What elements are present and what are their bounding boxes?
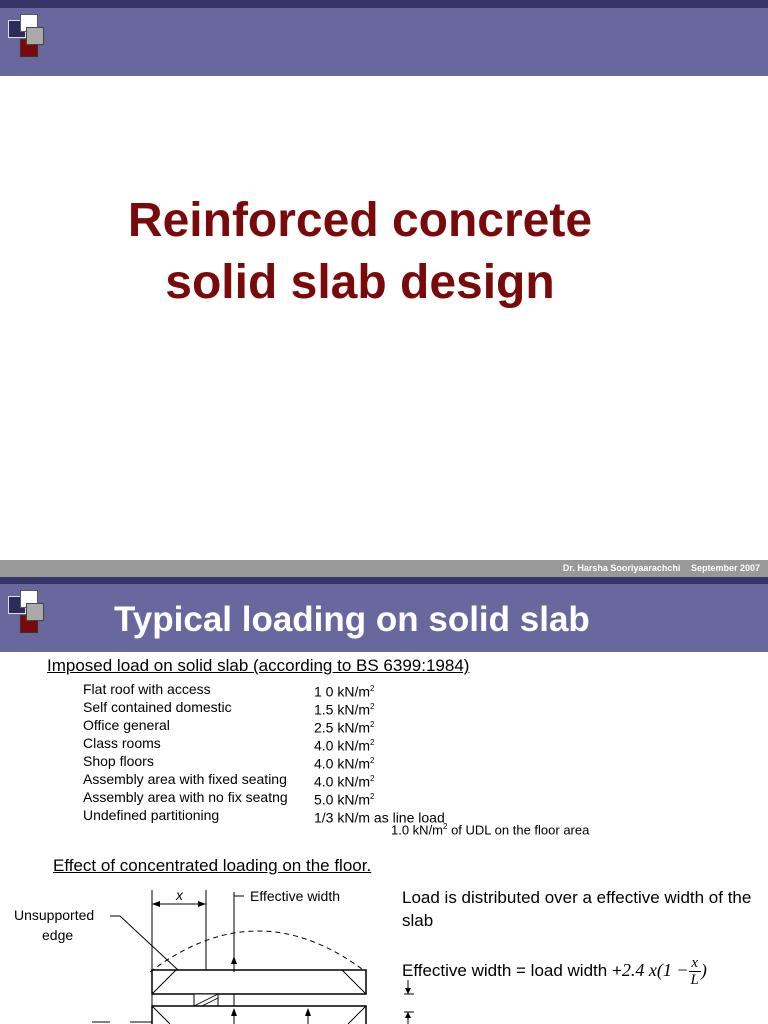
load-label: Class rooms	[83, 735, 161, 751]
slide1-title-line1: Reinforced concrete	[127, 194, 593, 247]
load-label: Undefined partitioning	[83, 807, 220, 823]
formula-fraction: $\frac{x}{L}$	[690, 955, 699, 988]
load-value: 2.5 $kN/m^2$	[314, 719, 375, 736]
load-value: 1.5 $kN/m^2$	[314, 701, 375, 718]
effective-width-label: Effective width	[250, 888, 341, 904]
load-value: 1/3 kN/m as line load	[314, 809, 445, 826]
presentation-logo-icon	[6, 590, 46, 636]
footer-date: September 2007	[690, 563, 760, 573]
unsupported-label-line2: edge	[42, 927, 74, 943]
load-label: Shop floors	[83, 753, 154, 769]
partition-udl-line: 1.0 $kN/m^2$ of UDL on the floor area	[391, 822, 590, 838]
load-label: Self contained domestic	[83, 699, 232, 715]
x-label: x	[176, 887, 183, 903]
imposed-load-heading: Imposed load on solid slab (according to BS 6399:1984)	[47, 656, 470, 675]
slide2-top-line	[0, 577, 768, 584]
load-label: Assembly area with no fix seatng	[83, 789, 288, 805]
load-value: 4.0 $kN/m^2$	[314, 737, 375, 754]
load-value: 5.0 $kN/m^2$	[314, 791, 375, 808]
slide1-title-line2: solid slab design	[165, 256, 555, 309]
slab-plan	[152, 970, 366, 994]
distribution-curve	[150, 931, 366, 972]
slide1-header-bar	[0, 8, 768, 76]
x-arrow-left	[152, 901, 160, 907]
slide2-title: Typical loading on solid slab	[114, 600, 590, 639]
load-value: 4.0 $kN/m^2$	[314, 755, 375, 772]
slide1-top-line	[0, 0, 768, 8]
slide1-title	[0, 190, 720, 314]
load-label: Office general	[83, 717, 170, 733]
distribution-text: Load is distributed over a effective width of the slab	[402, 888, 752, 930]
load-label: Assembly area with fixed seating	[83, 771, 287, 787]
effective-width-label-text: Effective width = load width +	[402, 960, 622, 980]
unsupported-label-line1: Unsupported	[14, 907, 95, 923]
presentation-logo-icon	[6, 14, 46, 60]
formula-main: 2.4 x(1 −	[621, 959, 689, 980]
footer-author: Dr. Harsha Sooriyaarachchi	[562, 563, 681, 573]
concentrated-load-heading: Effect of concentrated loading on the floor.	[53, 856, 372, 875]
effective-width-formula	[402, 955, 707, 988]
x-arrow-right	[198, 901, 206, 907]
effective-width-diagram	[0, 880, 430, 1024]
load-value: 1 0 $kN/m^2$	[314, 683, 375, 700]
load-value: 4.0 $kN/m^2$	[314, 773, 375, 790]
slab-section	[152, 1006, 366, 1024]
slide-footer	[0, 560, 768, 577]
formula-close: )	[700, 959, 707, 980]
load-label: Flat roof with access	[83, 681, 211, 697]
